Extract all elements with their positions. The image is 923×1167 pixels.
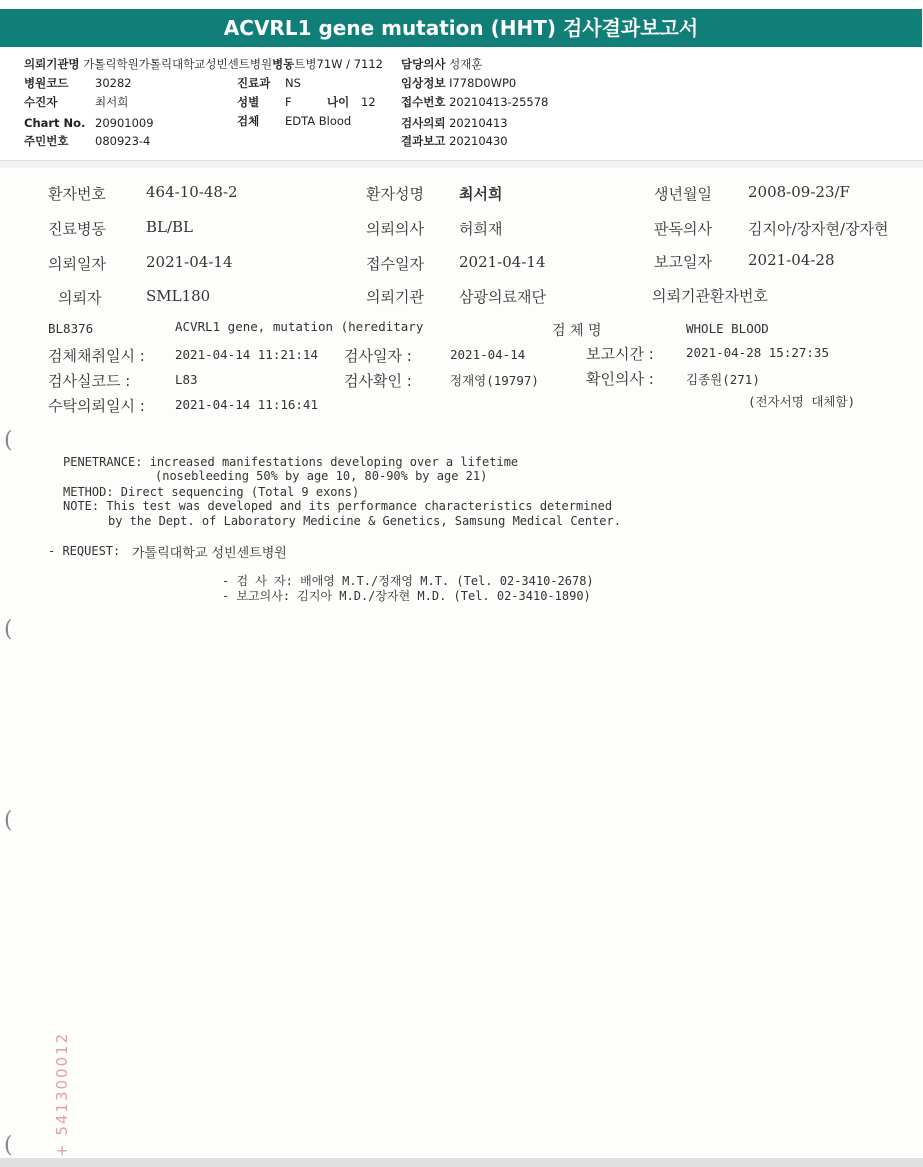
hosp-code-value: 30282 — [95, 76, 132, 90]
clinical-value: I778D0WP0 — [449, 76, 517, 90]
pid-value: 464-10-48-2 — [146, 183, 238, 201]
punch-hole-mark: ( — [4, 808, 13, 833]
barcode-text — [52, 1012, 72, 1157]
dob-label: 생년월일 — [654, 185, 712, 203]
doctor-label: 담당의사 — [401, 57, 446, 71]
reporttime-value: 2021-04-28 15:27:35 — [686, 345, 829, 360]
specimen-name-label: 검 체 명 — [552, 323, 602, 339]
punch-hole-mark: ( — [4, 617, 13, 642]
specimen-label: 검체 — [237, 114, 260, 128]
report-title: ACVRL1 gene mutation (HHT) 검사결과보고서 — [0, 9, 922, 47]
ward-value-2: BL/BL — [146, 218, 194, 236]
inst-pid-label: 의뢰기관환자번호 — [652, 287, 768, 305]
requester-label: 의뢰자 — [58, 289, 102, 307]
scanned-report — [0, 168, 923, 1158]
doctor-value: 성재훈 — [449, 57, 483, 71]
labcode-value: L83 — [175, 372, 198, 387]
pname-value: 최서희 — [459, 185, 503, 203]
testdate-value: 2021-04-14 — [450, 347, 526, 362]
recdate-label: 접수일자 — [366, 255, 424, 273]
confirm-doc-value: 김종원(271) — [686, 372, 760, 387]
svg-text:+ 541300012: + 541300012 — [53, 1031, 71, 1157]
tester-line: - 검 사 자: 배애영 M.T./정재영 M.T. (Tel. 02-3410-2678) — [222, 574, 594, 588]
ward-label: 병동 — [272, 57, 295, 71]
request-text: 가톨릭대학교 성빈센트병원 — [132, 546, 287, 561]
dept-value: NS — [285, 76, 301, 90]
comment-nosebleed: (nosebleeding 50% by age 10, 80-90% by age 21) — [155, 469, 488, 483]
confirm-value: 정재영(19797) — [450, 373, 539, 388]
req-inst-label: 의뢰기관명 — [24, 57, 80, 71]
reqdate-value: 2021-04-14 — [146, 253, 233, 271]
footer-bar — [0, 1158, 923, 1167]
consign-label: 수탁의뢰일시 : — [48, 397, 145, 415]
dept-label: 진료과 — [237, 76, 271, 90]
consign-value: 2021-04-14 11:16:41 — [175, 397, 318, 412]
receipt-label: 접수번호 — [401, 95, 446, 109]
repdate-label: 보고일자 — [654, 253, 712, 271]
dob-value: 2008-09-23/F — [748, 183, 850, 201]
collect-value: 2021-04-14 11:21:14 — [175, 347, 318, 362]
sex-label: 성별 — [237, 95, 260, 109]
test-name: ACVRL1 gene, mutation (hereditary — [175, 319, 424, 334]
comment-method: METHOD: Direct sequencing (Total 9 exons) — [63, 485, 360, 499]
pname-label: 환자성명 — [366, 185, 424, 203]
comment-note-cont: by the Dept. of Laboratory Medicine & Genetics, Samsung Medical Center. — [108, 514, 621, 528]
chart-value: 20901009 — [95, 116, 154, 130]
labcode-label: 검사실코드 : — [48, 372, 131, 390]
rrn-value: 080923-4 — [95, 134, 151, 148]
age-value: 12 — [361, 95, 376, 109]
ward-label-2: 진료병동 — [48, 220, 106, 238]
hosp-code-label: 병원코드 — [24, 76, 69, 90]
reqdate-label: 의뢰일자 — [48, 255, 106, 273]
confirm-doc-label: 확인의사 : — [586, 370, 654, 388]
reader-value: 김지아/장자현/장자현 — [748, 220, 889, 238]
rrn-label: 주민번호 — [24, 134, 69, 148]
testdate-label: 검사일자 : — [344, 347, 412, 365]
result-value: 20210430 — [449, 134, 508, 148]
ward-value: 트병71W / 7112 — [294, 57, 383, 71]
chart-label: Chart No. — [24, 116, 86, 130]
reporttime-label: 보고시간 : — [586, 345, 654, 363]
request-prefix: - REQUEST: — [48, 544, 121, 558]
result-label: 결과보고 — [401, 134, 446, 148]
confirm-label: 검사확인 : — [344, 372, 412, 390]
sex-value: F — [285, 95, 292, 109]
clinical-label: 임상정보 — [401, 76, 446, 90]
patient-value: 최서희 — [95, 95, 129, 109]
requester-value: SML180 — [146, 287, 211, 305]
patient-label: 수진자 — [24, 95, 58, 109]
esign-note: (전자서명 대체함) — [748, 394, 856, 409]
comment-note: NOTE: This test was developed and its performance characteristics determined — [63, 499, 613, 513]
test-req-label: 검사의뢰 — [401, 116, 446, 130]
inst-value: 삼광의료재단 — [459, 288, 546, 306]
repdate-value: 2021-04-28 — [748, 251, 835, 269]
test-code: BL8376 — [48, 321, 94, 336]
specimen-name-value: WHOLE BLOOD — [686, 321, 769, 336]
age-label: 나이 — [327, 95, 350, 109]
receipt-value: 20210413-25578 — [449, 95, 549, 109]
doc-label: 의뢰의사 — [366, 220, 424, 238]
test-req-value: 20210413 — [449, 116, 508, 130]
specimen-value: EDTA Blood — [285, 114, 352, 128]
inst-label: 의뢰기관 — [366, 288, 424, 306]
pid-label: 환자번호 — [48, 185, 106, 203]
comment-penetrance: PENETRANCE: increased manifestations developing over a lifetime — [63, 455, 519, 469]
reporter-line: - 보고의사: 김지아 M.D./장자현 M.D. (Tel. 02-3410-1890) — [222, 589, 591, 603]
doc-value: 허희재 — [459, 220, 503, 238]
punch-hole-mark: ( — [4, 428, 13, 453]
collect-label: 검체채취일시 : — [48, 347, 145, 365]
recdate-value: 2021-04-14 — [459, 253, 546, 271]
reader-label: 판독의사 — [654, 220, 712, 238]
req-inst-value: 가톨릭학원가톨릭대학교성빈센트병원 — [83, 57, 273, 71]
punch-hole-mark: ( — [4, 1133, 13, 1158]
